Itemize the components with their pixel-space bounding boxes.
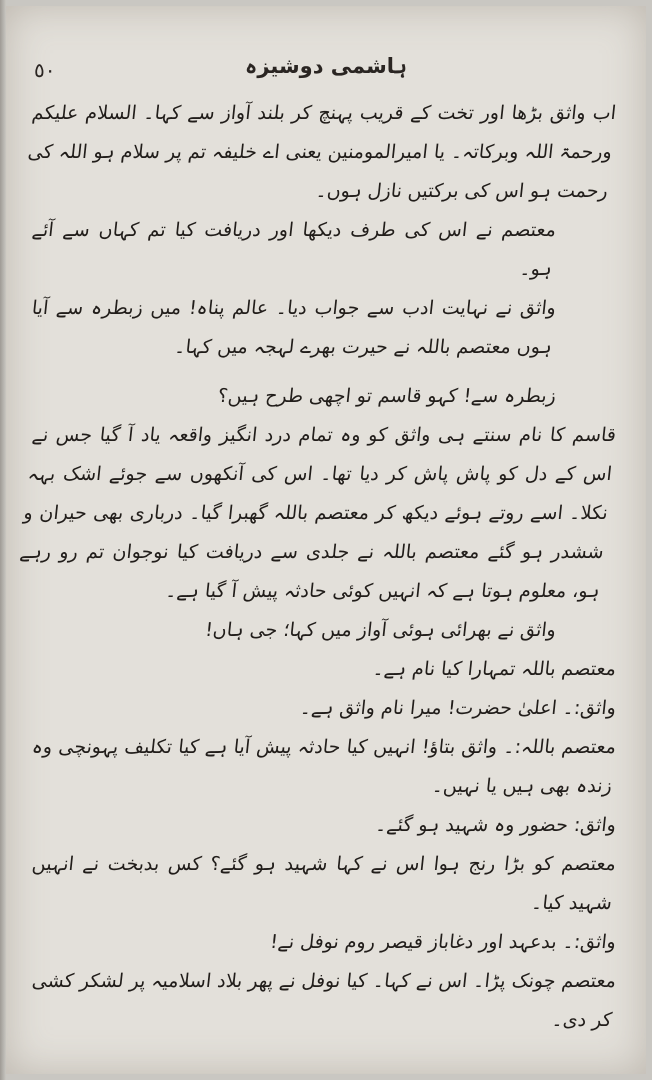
- paragraph-4: زبطرہ سے! کہو قاسم تو اچھی طرح ہیں؟: [216, 385, 558, 407]
- page-number: ٥٠: [34, 58, 56, 82]
- paragraph-1: اب واثق بڑھا اور تخت کے قریب پہنچ کر بلند آواز سے کہا۔ السلام علیکم ورحمۃ اللہ وبرکاتہ۔ یا امیرالمومنین یعنی اے خلیفہ تم پر سلام ہو اللہ کی رحمت ہو اس کی برکتیں نازل ہوں۔: [26, 102, 618, 202]
- paragraph-11: معتصم کو بڑا رنج ہوا اس نے کہا شہید ہو گئے؟ کس بدبخت نے انہیں شہید کیا۔: [30, 853, 618, 914]
- paragraph-6: واثق نے بھرائی ہوئی آواز میں کہا؛ جی ہاں!: [204, 619, 558, 641]
- paragraph-12: واثق:۔ بدعہد اور دغاباز قیصر روم نوفل نے!: [269, 931, 618, 953]
- paragraph-2: معتصم نے اس کی طرف دیکھا اور دریافت کیا تم کہاں سے آئے ہو۔: [30, 219, 558, 280]
- body-text: [18, 94, 618, 1040]
- book-page: [6, 6, 646, 1074]
- running-title: ہاشمی دوشیزہ: [245, 54, 407, 78]
- paragraph-9: معتصم باللہ:۔ واثق بتاؤ! انہیں کیا حادثہ پیش آیا ہے کیا تکلیف پہونچی وہ زندہ بھی ہیں یا نہیں۔: [30, 736, 618, 797]
- page-header: [6, 54, 646, 94]
- spacer: [34, 367, 618, 377]
- paragraph-5: قاسم کا نام سنتے ہی واثق کو وہ تمام درد انگیز واقعہ یاد آ گیا جس نے اس کے دل کو پاش پاش کر دیا تھا۔ اس کی آنکھوں سے جوئے اشک بہہ نکلا۔ اسے روتے ہوئے دیکھ کر معتصم باللہ گھبرا گیا۔ درباری بھی حیران و ششدر ہو گئے معتصم باللہ نے جلدی سے دریافت کیا نوجوان تم رو رہے ہو، معلوم ہوتا ہے کہ انہیں کوئی حادثہ پیش آ گیا ہے۔: [18, 424, 618, 602]
- paragraph-7: معتصم باللہ تمہارا کیا نام ہے۔: [371, 658, 618, 680]
- paragraph-8: واثق:۔ اعلیٰ حضرت! میرا نام واثق ہے۔: [299, 697, 618, 719]
- paragraph-13: معتصم چونک پڑا۔ اس نے کہا۔ کیا نوفل نے پھر بلاد اسلامیہ پر لشکر کشی کر دی۔: [30, 970, 618, 1031]
- paragraph-10: واثق: حضور وہ شہید ہو گئے۔: [374, 814, 618, 836]
- paragraph-3: واثق نے نہایت ادب سے جواب دیا۔ عالم پناہ! میں زبطرہ سے آیا ہوں معتصم باللہ نے حیرت بھرے لہجہ میں کہا۔: [30, 297, 558, 358]
